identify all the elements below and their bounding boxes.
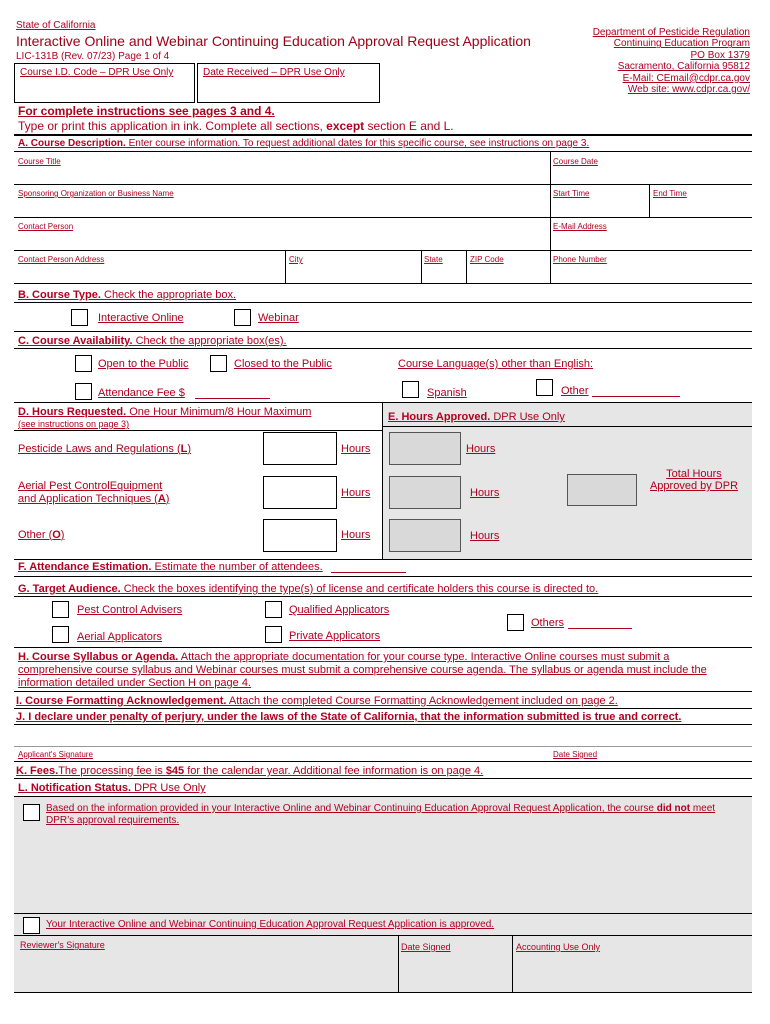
address-label: Contact Person Address (18, 255, 105, 264)
total-hours-line2: Approved by DPR (649, 480, 739, 492)
total-hours-line1: Total Hours (666, 468, 722, 480)
column-divider (285, 250, 286, 283)
section-l-title: L. Notification Status. (18, 782, 132, 794)
section-e-heading (388, 411, 565, 423)
section-k-text: The processing fee is (58, 765, 166, 777)
section-h-text-line2: comprehensive course syllabus and Webinar courses must submit a comprehensive course agenda. The syllabus or agenda must include the (18, 664, 707, 676)
date-received-label: Date Received – DPR Use Only (203, 67, 345, 78)
divider (14, 217, 752, 218)
divider (14, 250, 752, 251)
spanish-checkbox[interactable] (402, 381, 419, 398)
divider (14, 302, 752, 303)
city-label: City (289, 255, 303, 264)
aerial-code: A (157, 493, 166, 505)
laws-hours-input[interactable] (263, 432, 337, 465)
closed-public-checkbox[interactable] (210, 355, 227, 372)
divider (14, 596, 752, 597)
section-e-text: DPR Use Only (490, 411, 565, 423)
divider (14, 348, 752, 349)
closed-public-label: Closed to the Public (234, 358, 332, 370)
paren-close: ) (60, 529, 65, 541)
course-language-label: Course Language(s) other than English: (398, 358, 594, 370)
not-approved-checkbox[interactable] (23, 804, 40, 821)
email-label: E-Mail Address (553, 222, 607, 231)
section-d-heading (18, 406, 311, 418)
webinar-label: Webinar (258, 312, 299, 324)
not-approved-text-end: meet (690, 803, 716, 814)
divider (14, 935, 752, 936)
dept-line: Department of Pesticide Regulation (592, 27, 750, 38)
column-divider (649, 184, 650, 217)
hours-label: Hours (466, 443, 496, 455)
total-hours-label (643, 468, 745, 492)
other-language-label: Other (561, 385, 589, 397)
pca-checkbox[interactable] (52, 601, 69, 618)
other-approved-box (389, 519, 461, 552)
other-language-input[interactable] (592, 396, 680, 397)
other-code: O (52, 529, 61, 541)
laws-approved-box (389, 432, 461, 465)
reviewer-signature-label: Reviewer's Signature (20, 940, 105, 950)
section-i-heading (16, 695, 618, 707)
divider (14, 913, 752, 914)
section-c-text: Check the appropriate box(es). (132, 335, 287, 347)
column-divider (398, 935, 399, 992)
column-divider (512, 935, 513, 992)
section-i-title: I. Course Formatting Acknowledgement. (16, 695, 227, 707)
section-a-title: A. Course Description. (18, 138, 126, 149)
divider (14, 559, 752, 560)
aerial-approved-box (389, 476, 461, 509)
section-e-title: E. Hours Approved. (388, 411, 491, 423)
attendance-estimate-input[interactable] (331, 572, 406, 573)
processing-fee: $45 (165, 765, 185, 777)
other-hours-input[interactable] (263, 519, 337, 552)
dept-line: PO Box 1379 (690, 49, 750, 61)
open-public-label: Open to the Public (98, 358, 189, 370)
hours-label: Hours (470, 530, 500, 542)
section-h-heading (18, 651, 669, 663)
course-title-label: Course Title (18, 157, 61, 166)
divider (14, 576, 752, 577)
section-l-shaded-area (14, 797, 752, 992)
aerial-applicators-checkbox[interactable] (52, 626, 69, 643)
divider (383, 426, 752, 427)
section-b-title: B. Course Type. (18, 289, 101, 301)
section-g-heading (18, 583, 598, 595)
dept-email-link[interactable]: E-Mail: CEmail@cdpr.ca.gov (622, 72, 750, 84)
instructions-text: Type or print this application in ink. Complete all sections, (18, 119, 327, 133)
aerial-label-line2 (18, 493, 169, 505)
section-f-text: Estimate the number of attendees. (151, 561, 323, 573)
instructions-heading: For complete instructions see pages 3 and 4. (18, 104, 275, 118)
attendance-fee-input[interactable] (195, 398, 270, 399)
total-hours-box (567, 474, 637, 506)
divider (14, 283, 752, 284)
not-approved-text-start: Based on the information provided in your Interactive Online and Webinar Continuing Education Approval Request Application, the course (46, 803, 657, 814)
section-l-text: DPR Use Only (131, 782, 206, 794)
section-g-title: G. Target Audience. (18, 583, 121, 595)
end-time-label: End Time (653, 189, 687, 198)
webinar-checkbox[interactable] (234, 309, 251, 326)
divider (14, 708, 752, 709)
divider (14, 992, 752, 993)
section-i-text: Attach the completed Course Formatting Acknowledgement included on page 2. (226, 695, 618, 707)
divider (14, 778, 752, 779)
section-d-title: D. Hours Requested. (18, 406, 127, 418)
column-divider (421, 250, 422, 283)
department-address (593, 27, 750, 95)
section-l-heading (18, 782, 206, 794)
not-approved-text (46, 803, 715, 814)
open-public-checkbox[interactable] (75, 355, 92, 372)
other-text: Other ( (18, 529, 53, 541)
contact-person-label: Contact Person (18, 222, 74, 231)
divider (14, 151, 752, 152)
section-f-title: F. Attendance Estimation. (18, 561, 152, 573)
section-h-title: H. Course Syllabus or Agenda. (18, 651, 179, 663)
did-not-text: did not (656, 803, 691, 814)
section-a-heading (18, 138, 589, 149)
instructions-except: except (326, 119, 365, 133)
qa-checkbox[interactable] (265, 601, 282, 618)
section-j-declaration: J. I declare under penalty of perjury, under the laws of the State of California, that the information submitted is true and correct. (16, 711, 682, 723)
paren-close: ) (165, 493, 170, 505)
section-b-heading (18, 289, 236, 301)
private-applicators-checkbox[interactable] (265, 626, 282, 643)
instructions-line (18, 119, 454, 133)
form-id: LIC-131B (Rev. 07/23) Page 1 of 4 (16, 51, 170, 62)
interactive-online-checkbox[interactable] (71, 309, 88, 326)
laws-code: L (180, 443, 188, 455)
form-title: Interactive Online and Webinar Continuing Education Approval Request Application (16, 33, 531, 49)
course-id-label: Course I.D. Code – DPR Use Only (20, 67, 174, 78)
phone-label: Phone Number (553, 255, 607, 264)
dept-line: Continuing Education Program (613, 38, 750, 50)
hours-label: Hours (341, 529, 371, 541)
not-approved-text-line2: DPR’s approval requirements. (46, 815, 180, 826)
aerial-hours-input[interactable] (263, 476, 337, 509)
state-label: State of California (16, 20, 96, 31)
attendance-fee-label: Attendance Fee $ (98, 387, 185, 399)
divider (14, 761, 752, 762)
private-applicators-label: Private Applicators (289, 630, 381, 642)
aerial-text: and Application Techniques ( (18, 493, 158, 505)
date-signed-label: Date Signed (401, 942, 451, 952)
hours-label: Hours (341, 487, 371, 499)
spanish-label: Spanish (427, 387, 467, 399)
divider (14, 184, 752, 185)
sponsoring-label: Sponsoring Organization or Business Name (18, 189, 174, 198)
other-language-checkbox[interactable] (536, 379, 553, 396)
pca-label: Pest Control Advisers (77, 604, 183, 616)
others-input[interactable] (568, 628, 632, 629)
hours-label: Hours (341, 443, 371, 455)
date-signed-label: Date Signed (553, 750, 598, 759)
attendance-fee-checkbox[interactable] (75, 383, 92, 400)
aerial-label-line1: Aerial Pest ControlEquipment (18, 480, 163, 492)
section-f-heading (18, 561, 323, 573)
divider (14, 691, 752, 692)
qa-label: Qualified Applicators (289, 604, 390, 616)
approved-text: Your Interactive Online and Webinar Continuing Education Approval Request Application is approved. (46, 919, 495, 930)
course-date-label: Course Date (553, 157, 598, 166)
others-checkbox[interactable] (507, 614, 524, 631)
section-c-heading (18, 335, 287, 347)
laws-text: Pesticide Laws and Regulations ( (18, 443, 181, 455)
aerial-applicators-label: Aerial Applicators (77, 631, 162, 643)
section-k-text-end: for the calendar year. Additional fee information is on page 4. (184, 765, 484, 777)
dept-line: Sacramento, California 95812 (617, 61, 750, 73)
section-k-heading (16, 765, 483, 777)
divider (14, 430, 382, 431)
divider (14, 134, 752, 136)
dept-website-link[interactable]: Web site: www.cdpr.ca.gov/ (627, 84, 750, 96)
section-d-text: One Hour Minimum/8 Hour Maximum (126, 406, 312, 418)
divider (14, 724, 752, 725)
start-time-label: Start Time (553, 189, 590, 198)
accounting-use-label: Accounting Use Only (516, 942, 601, 952)
paren-close: ) (187, 443, 192, 455)
section-b-text: Check the appropriate box. (100, 289, 237, 301)
state-field-label: State (424, 255, 443, 264)
instructions-text-end: section E and L. (364, 119, 454, 133)
zip-label: ZIP Code (470, 255, 504, 264)
divider (14, 647, 752, 648)
signature-line[interactable] (14, 746, 752, 747)
section-a-text: Enter course information. To request additional dates for this specific course, see instructions on page 3. (125, 138, 590, 149)
applicant-signature-label: Applicant's Signature (18, 750, 93, 759)
section-k-title: K. Fees. (16, 765, 59, 777)
section-c-title: C. Course Availability. (18, 335, 133, 347)
section-g-text: Check the boxes identifying the type(s) of license and certificate holders this course is directed to. (120, 583, 599, 595)
section-h-text: Attach the appropriate documentation for your course type. Interactive Online courses must submit a (178, 651, 670, 663)
interactive-online-label: Interactive Online (98, 312, 184, 324)
section-d-note: (see instructions on page 3) (18, 419, 130, 429)
laws-label (18, 443, 191, 455)
divider (14, 331, 752, 332)
section-h-text-line3: information detailed under Section H on page 4. (18, 677, 251, 689)
approved-checkbox[interactable] (23, 917, 40, 934)
others-label: Others (531, 617, 565, 629)
column-divider (466, 250, 467, 283)
other-label (18, 529, 64, 541)
hours-label: Hours (470, 487, 500, 499)
